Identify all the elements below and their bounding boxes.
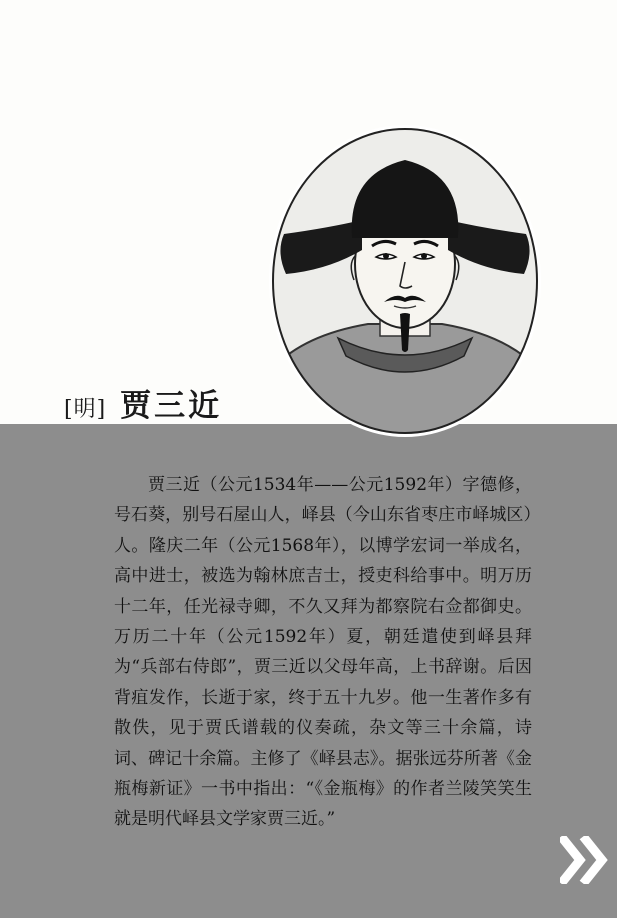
page-title bbox=[64, 380, 222, 424]
person-name: 贾三近 bbox=[120, 388, 223, 424]
double-chevron-right-icon[interactable] bbox=[560, 836, 610, 884]
biography-text: 贾三近（公元1534年——公元1592年）字德修，号石葵，别号石屋山人，峄县（今山东省枣庄市峄城区）人。隆庆二年（公元1568年），以博学宏词一举成名，高中进士，被选为翰林庶吉士，授吏科给事中。明万历十二年，任光禄寺卿，不久又拜为都察院右佥都御史。万历二十年（公元1592年）夏，朝廷遣使到峄县拜为“兵部右侍郎”，贾三近以父母年高，上书辞谢。后因背疽发作，长逝于家，终于五十九岁。他一生著作多有散佚，见于贾氏谱载的仪奏疏，杂文等三十余篇，诗词、碑记十余篇。主修了《峄县志》。据张远芬所著《金瓶梅新证》一书中指出：“《金瓶梅》的作者兰陵笑笑生就是明代峄县文学家贾三近。” bbox=[114, 475, 532, 830]
dynasty-label: [明] bbox=[64, 397, 107, 422]
portrait-illustration bbox=[268, 124, 542, 438]
